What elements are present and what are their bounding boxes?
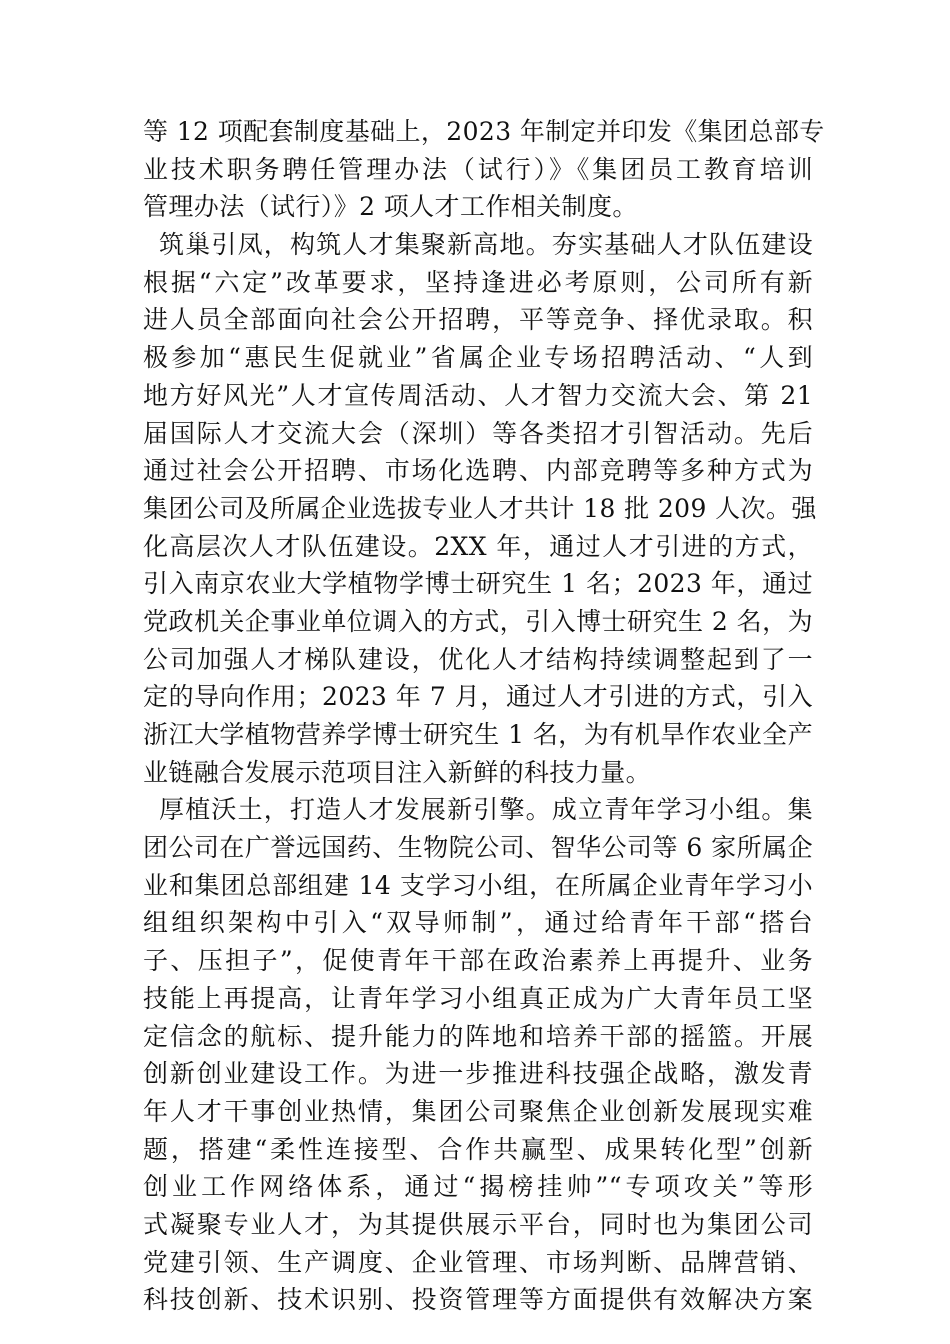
text-line: 管理办法（试行）》2 项人才工作相关制度。: [143, 192, 638, 222]
text-line: 题，搭建“柔性连接型、合作共赢型、成果转化型”创新: [143, 1134, 813, 1164]
text-line: 引入南京农业大学植物学博士研究生 1 名；2023 年，通过: [143, 569, 813, 599]
text-line: 业技术职务聘任管理办法（试行）》《集团员工教育培训: [143, 154, 813, 184]
text-line: 技能上再提高，让青年学习小组真正成为广大青年员工坚: [143, 983, 813, 1013]
text-line: 化高层次人才队伍建设。2XX 年，通过人才引进的方式，: [143, 531, 813, 561]
text-line: 创新创业建设工作。为进一步推进科技强企战略，激发青: [143, 1059, 813, 1089]
text-line: 业链融合发展示范项目注入新鲜的科技力量。: [143, 757, 652, 787]
paragraph-start-line: 筑巢引凤，构筑人才集聚新高地。夯实基础人才队伍建设: [159, 230, 813, 260]
text-line: 党政机关企事业单位调入的方式，引入博士研究生 2 名，为: [143, 606, 813, 636]
text-line: 式凝聚专业人才，为其提供展示平台，同时也为集团公司: [143, 1209, 813, 1239]
text-line: 团公司在广誉远国药、生物院公司、智华公司等 6 家所属企: [143, 833, 813, 863]
text-line: 组组织架构中引入“双导师制”，通过给青年干部“搭台: [143, 908, 813, 938]
text-line: 年人才干事创业热情，集团公司聚焦企业创新发展现实难: [143, 1096, 813, 1126]
text-line: 集团公司及所属企业选拔专业人才共计 18 批 209 人次。强: [143, 493, 817, 523]
text-line: 极参加“惠民生促就业”省属企业专场招聘活动、“人到: [143, 343, 813, 373]
text-line: 创业工作网络体系，通过“揭榜挂帅”“专项攻关”等形: [143, 1172, 813, 1202]
text-line: 进人员全部面向社会公开招聘，平等竞争、择优录取。积: [143, 305, 813, 335]
text-line: 等 12 项配套制度基础上，2023 年制定并印发《集团总部专: [143, 117, 825, 146]
text-line: 通过社会公开招聘、市场化选聘、内部竞聘等多种方式为: [143, 456, 813, 486]
text-line: 届国际人才交流大会（深圳）等各类招才引智活动。先后: [143, 418, 813, 448]
text-line: 党建引领、生产调度、企业管理、市场判断、品牌营销、: [143, 1247, 813, 1277]
text-line: 定的导向作用；2023 年 7 月，通过人才引进的方式，引入: [143, 682, 813, 712]
text-line: 科技创新、技术识别、投资管理等方面提供有效解决方案: [143, 1285, 813, 1315]
text-line: 业和集团总部组建 14 支学习小组，在所属企业青年学习小: [143, 870, 813, 900]
text-line: 地方好风光”人才宣传周活动、人才智力交流大会、第 21: [143, 380, 813, 410]
text-line: 公司加强人才梯队建设，优化人才结构持续调整起到了一: [143, 644, 813, 674]
text-line: 定信念的航标、提升能力的阵地和培养干部的摇篮。开展: [143, 1021, 813, 1051]
paragraph-start-line: 厚植沃土，打造人才发展新引擎。成立青年学习小组。集: [159, 795, 813, 825]
text-line: 子、压担子”，促使青年干部在政治素养上再提升、业务: [143, 946, 813, 976]
body-text: [143, 113, 825, 1319]
text-line: 浙江大学植物营养学博士研究生 1 名，为有机旱作农业全产: [143, 720, 813, 749]
text-line: 根据“六定”改革要求，坚持逢进必考原则，公司所有新: [143, 267, 813, 297]
